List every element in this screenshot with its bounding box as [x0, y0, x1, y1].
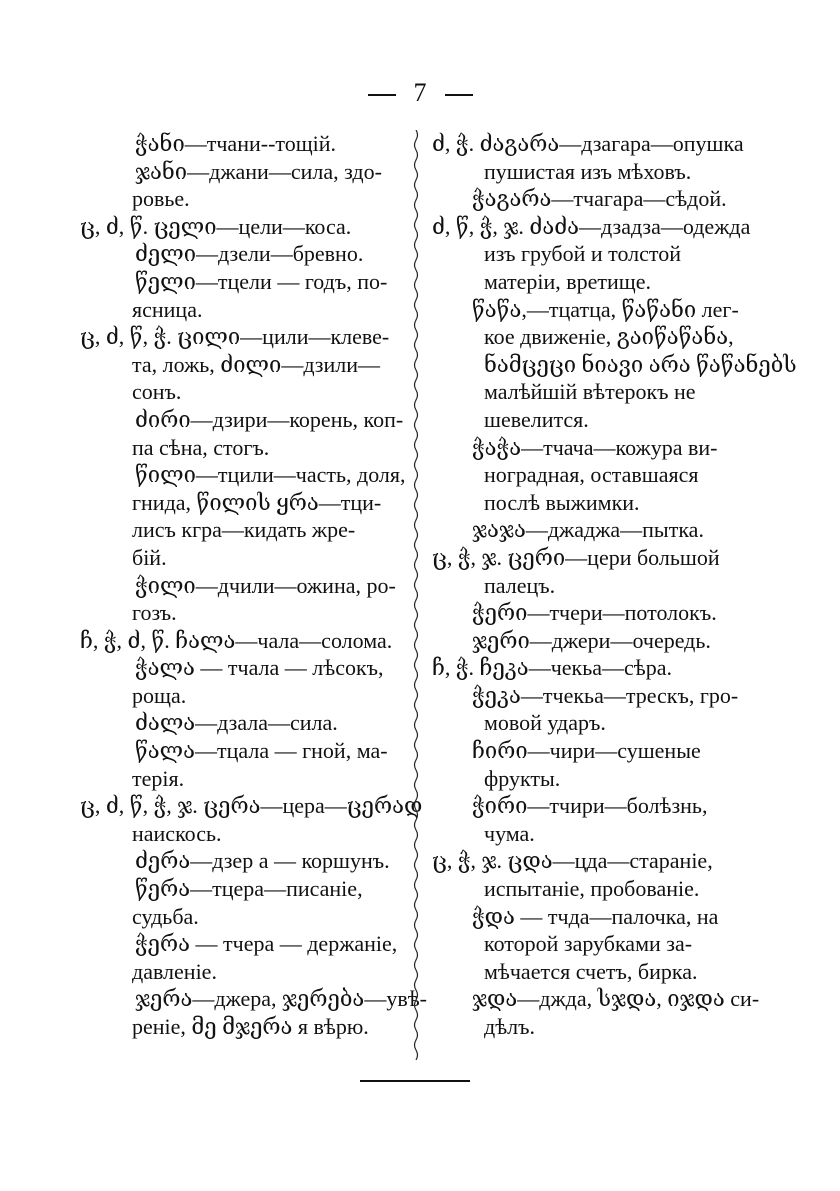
- left-column: [80, 130, 427, 1041]
- entry-line: терія.: [132, 765, 185, 791]
- dictionary-entry: [80, 130, 402, 158]
- dictionary-entry: [80, 847, 402, 875]
- dictionary-entry: [432, 130, 760, 185]
- dash-left: [368, 94, 396, 96]
- dictionary-entry: [80, 737, 402, 792]
- entry-line: шевелится.: [484, 406, 589, 432]
- dictionary-entry: [432, 544, 760, 599]
- entry-line: ჯდა—джда, სჯდა, იჯდა си-: [472, 986, 760, 1012]
- entry-line: ჭილი—дчили—ожина, ро-: [135, 572, 396, 598]
- entry-line: წელი—тцели — годъ, по-: [135, 268, 388, 294]
- dash-right: [445, 94, 473, 96]
- dictionary-entry: [432, 847, 760, 902]
- entry-line: ძ, წ, ჭ, ჯ. ძაძა—дзадза—одежда: [432, 213, 751, 239]
- entry-line: წალა—тцала — гной, ма-: [135, 738, 388, 764]
- entry-line: ჯერი—джери—очередь.: [472, 627, 711, 653]
- column-divider: [408, 130, 424, 1060]
- page-number-text: 7: [413, 78, 427, 107]
- entry-line: матеріи, вретище.: [484, 268, 651, 294]
- entry-line: ჭალა — тчала — лѣсокъ,: [135, 655, 384, 681]
- entry-line: которой зарубками за-: [484, 931, 693, 957]
- entry-line: малѣйшій вѣтерокъ не: [484, 379, 696, 405]
- entry-line: лисъ кгра—кидать жре-: [132, 517, 356, 543]
- bottom-rule: [360, 1080, 470, 1082]
- entry-line: гнида, წილის ყრა—тци-: [132, 489, 382, 515]
- entry-line: ც, ძ, წ, ჭ. ცილი—цили—клеве-: [80, 324, 390, 350]
- entry-line: гозъ.: [132, 600, 177, 626]
- entry-line: ძირი—дзири—корень, коп-: [135, 406, 404, 432]
- dictionary-entry: [432, 599, 760, 627]
- entry-line: ჭერი—тчери—потолокъ.: [472, 600, 717, 626]
- entry-line: ც, ჭ, ჯ. ცდა—цда—стараніе,: [432, 848, 713, 874]
- dictionary-entry: [80, 654, 402, 709]
- entry-line: пушистая изъ мѣховъ.: [484, 158, 692, 184]
- dictionary-entry: [80, 158, 402, 213]
- dictionary-entry: [432, 985, 760, 1040]
- dictionary-entry: [80, 875, 402, 930]
- entry-line: წაწა,—тцатца, წაწანი лег-: [472, 296, 739, 322]
- entry-line: наискось.: [132, 820, 222, 846]
- dictionary-entry: [432, 903, 760, 986]
- entry-line: чума.: [484, 820, 535, 846]
- entry-line: ჭაგარა—тчагара—сѣдой.: [472, 186, 727, 212]
- entry-line: ძელი—дзели—бревно.: [135, 241, 364, 267]
- entry-line: кое движеніе, გაიწაწანა,: [484, 324, 734, 350]
- entry-line: ჯანი—джани—сила, здо-: [135, 158, 382, 184]
- entry-line: бій.: [132, 544, 167, 570]
- entry-line: мовой ударъ.: [484, 710, 606, 736]
- dictionary-entry: [80, 985, 427, 1040]
- entry-line: ჩ, ჭ. ჩეკა—чекьа—сѣра.: [432, 655, 672, 681]
- entry-line: послѣ выжимки.: [484, 489, 640, 515]
- right-column: [432, 130, 797, 1041]
- entry-line: ძალა—дзала—сила.: [135, 710, 338, 736]
- entry-line: წერა—тцера—писаніе,: [135, 876, 363, 902]
- entry-line: ჯერა—джера, ჯერება—увѣ-: [135, 986, 427, 1012]
- dictionary-entry: [432, 434, 760, 517]
- entry-line: ჯაჯა—джаджа—пытка.: [472, 517, 704, 543]
- entry-line: ჭეკა—тчекьа—трескъ, гро-: [472, 682, 739, 708]
- dictionary-entry: [80, 406, 402, 461]
- dictionary-entry: [80, 268, 402, 323]
- dictionary-entry: [80, 930, 402, 985]
- entry-line: ясница.: [132, 296, 203, 322]
- dictionary-entry: [432, 654, 760, 682]
- entry-line: ნამცეცი ნიავი არა წაწანებს: [484, 351, 797, 377]
- entry-line: фрукты.: [484, 765, 561, 791]
- dictionary-entry: [432, 296, 797, 434]
- dictionary-entry: [432, 627, 760, 655]
- dictionary-entry: [80, 213, 402, 241]
- entry-line: ноградная, оставшаяся: [484, 462, 699, 488]
- dictionary-entry: [80, 572, 402, 627]
- dictionary-entry: [80, 792, 423, 847]
- entry-line: ჭერა — тчера — держаніе,: [135, 931, 398, 957]
- entry-line: წილი—тцили—часть, доля,: [135, 462, 406, 488]
- dictionary-entry: [80, 323, 402, 406]
- entry-line: палецъ.: [484, 572, 556, 598]
- entry-line: ჭაჭა—тчача—кожура ви-: [472, 434, 718, 460]
- entry-line: давленіе.: [132, 958, 217, 984]
- dictionary-entry: [432, 682, 760, 737]
- entry-line: ძ, ჭ. ძაგარა—дзагара—опушка: [432, 131, 744, 156]
- entry-line: ც, ჭ, ჯ. ცერი—цери большой: [432, 544, 720, 570]
- dictionary-entry: [432, 516, 760, 544]
- dictionary-entry: [432, 737, 760, 792]
- entry-line: судьба.: [132, 903, 199, 929]
- dictionary-entry: [432, 213, 760, 296]
- dictionary-entry: [80, 461, 406, 571]
- entry-line: испытаніе, пробованіе.: [484, 876, 700, 902]
- entry-line: ჭდა — тчда—палочка, на: [472, 903, 719, 929]
- entry-line: ჩ, ჭ, ძ, წ. ჩალა—чала—солома.: [80, 627, 393, 653]
- page-number: [0, 78, 840, 108]
- dictionary-entry: [80, 709, 402, 737]
- entry-line: ც, ძ, წ, ჭ, ჯ. ცერა—цера—ცერად: [80, 793, 423, 819]
- entry-line: мѣчается счетъ, бирка.: [484, 958, 698, 984]
- dictionary-entry: [432, 185, 760, 213]
- dictionary-entry: [80, 240, 402, 268]
- entry-line: ровье.: [132, 186, 190, 212]
- entry-line: па сѣна, стогъ.: [132, 434, 270, 460]
- entry-line: ც, ძ, წ. ცელი—цели—коса.: [80, 213, 352, 239]
- entry-line: ძერა—дзер а — коршунъ.: [135, 848, 390, 874]
- entry-line: сонъ.: [132, 379, 182, 405]
- entry-line: та, ложь, ძილი—дзили—: [132, 351, 380, 377]
- entry-line: роща.: [132, 682, 187, 708]
- dictionary-entry: [432, 792, 760, 847]
- entry-line: реніе, მე მჯერა я вѣрю.: [132, 1014, 369, 1039]
- dictionary-entry: [80, 627, 402, 655]
- entry-line: ჭანი—тчани--тощій.: [135, 131, 337, 156]
- entry-line: дѣлъ.: [484, 1014, 535, 1039]
- entry-line: ჩირი—чири—сушеные: [472, 738, 701, 764]
- entry-line: изъ грубой и толстой: [484, 241, 682, 267]
- entry-line: ჭირი—тчири—болѣзнь,: [472, 793, 708, 819]
